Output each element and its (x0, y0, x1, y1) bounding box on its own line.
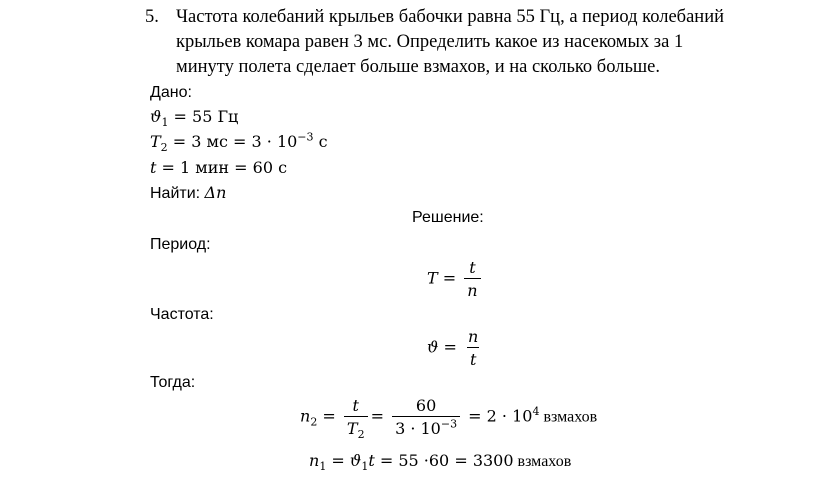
n2-unit: взмахов (539, 408, 598, 426)
given-time (150, 158, 287, 177)
period-symbol: T (150, 132, 161, 151)
period-numerator: t (469, 258, 476, 277)
problem-line-2: крыльев комара равен 3 мс. Определить какое из насекомых за 1 (176, 32, 684, 52)
frequency-subscript: 1 (161, 116, 169, 130)
n2-formula: $n_2$ = $\frac{t}{T_2}$ = $\frac{60}{3 \cdot 10^{-3}}$ = $2 \cdot 10^4$ взмахов (300, 396, 598, 442)
frequency-label: Частота: (150, 306, 214, 323)
n2-den-symbol: T (346, 419, 358, 438)
n2-denominator-symbolic (344, 416, 368, 442)
frequency-value: = 55 Гц (168, 107, 239, 126)
find-line (150, 183, 226, 203)
n1-subscript: 1 (319, 460, 327, 474)
then-label: Тогда: (150, 374, 196, 391)
given-period (150, 130, 328, 155)
n2-fraction-numeric (392, 396, 460, 438)
period-formula-lhs: T (427, 268, 438, 288)
period-unit: с (313, 132, 328, 151)
n2-numerator-symbolic: t (352, 396, 359, 415)
problem-line-1: Частота колебаний крыльев бабочки равна 55 Гц, а период колебаний (176, 7, 724, 27)
frequency-denominator: t (467, 347, 479, 369)
frequency-fraction (465, 327, 481, 369)
n1-result: = 55 ·60 = 3300 (374, 451, 514, 470)
period-denominator: n (464, 278, 480, 300)
n2-subscript: 2 (310, 415, 318, 429)
n2-den-exponent: −3 (440, 417, 458, 431)
frequency-numerator: n (468, 327, 479, 346)
n1-formula: $n_1 = ϑ_1t = 55 \cdot 60 = 3300$ взмахов (309, 451, 572, 474)
n2-numerator-numeric: 60 (415, 396, 437, 415)
frequency-formula: ϑ = $\frac{n}{t}$ (427, 327, 484, 369)
n1-time-symbol: t (368, 451, 375, 470)
find-label: Найти: (150, 185, 205, 202)
find-value: Δn (204, 183, 227, 202)
n2-result-exponent: 4 (532, 405, 540, 419)
period-fraction (464, 258, 480, 300)
given-heading: Дано: (150, 84, 192, 101)
period-exponent: −3 (297, 130, 314, 144)
n1-unit: взмахов (513, 453, 572, 470)
n2-den-value: 3 · 10 (395, 419, 441, 438)
n1-freq-symbol: ϑ (349, 451, 362, 470)
n2-result: = 2 · 10 (468, 406, 533, 426)
given-frequency (150, 107, 239, 130)
period-formula: T = $\frac{t}{n}$ (427, 258, 484, 300)
problem-line-3: минуту полета сделает больше взмахов, и на сколько больше. (176, 57, 660, 77)
time-symbol: t (150, 158, 157, 177)
frequency-formula-lhs: ϑ (427, 337, 439, 357)
n2-fraction-symbolic (344, 396, 368, 442)
period-value: = 3 мс = 3 · 10 (167, 132, 298, 151)
n2-symbol: n (300, 406, 311, 426)
period-subscript: 2 (160, 141, 168, 155)
n1-freq-subscript: 1 (361, 460, 369, 474)
solution-heading: Решение: (412, 209, 484, 226)
time-value: = 1 мин = 60 с (156, 158, 288, 177)
n1-symbol: n (309, 451, 320, 470)
n2-den-subscript: 2 (357, 428, 365, 442)
n2-denominator-numeric (392, 416, 460, 438)
problem-number: 5. (145, 7, 159, 27)
period-label: Период: (150, 236, 211, 253)
frequency-symbol: ϑ (150, 107, 162, 126)
